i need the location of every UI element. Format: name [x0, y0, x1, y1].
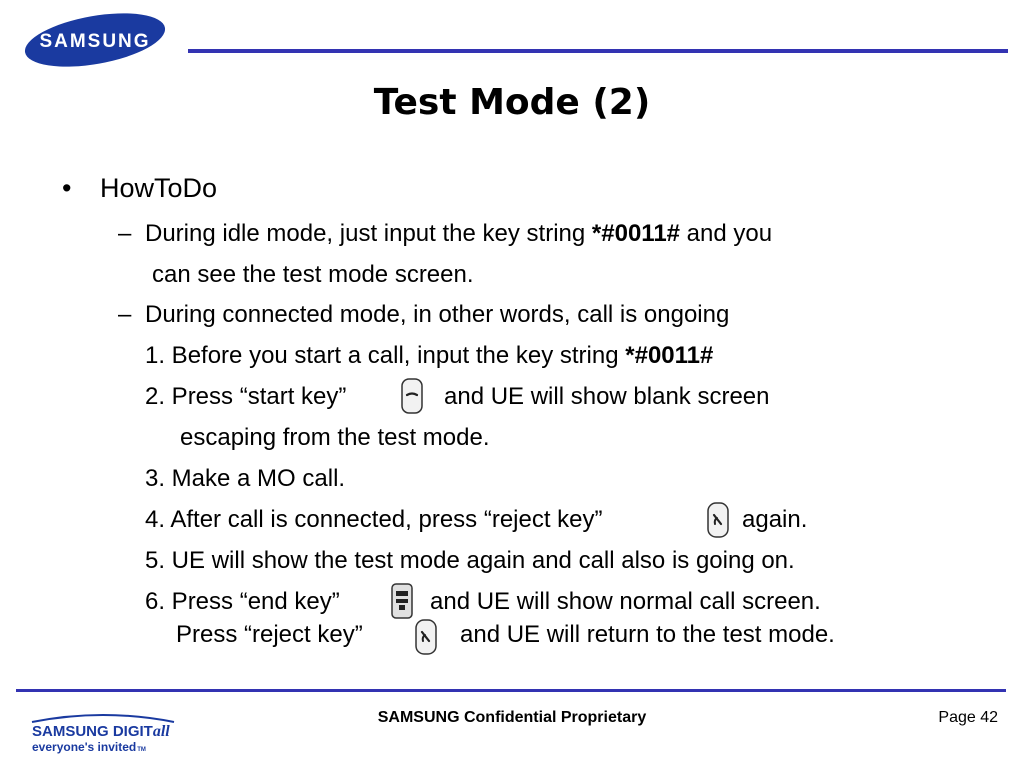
slide-title: Test Mode (2)	[373, 82, 651, 123]
step-6-text-d: and UE will return to the test mode.	[460, 621, 835, 648]
start-key-icon	[400, 378, 424, 414]
step-4-text-b: again.	[742, 506, 808, 533]
idle-key-code: *#0011#	[591, 220, 681, 247]
header-rule	[188, 49, 1008, 53]
samsung-logo-text: SAMSUNG	[39, 31, 151, 52]
step-6-text-a: 6. Press “end key”	[145, 588, 340, 615]
step-6-text-c: Press “reject key”	[176, 621, 363, 648]
dash-marker: –	[118, 301, 132, 328]
idle-text-b: and you	[680, 220, 773, 247]
footer-confidential: SAMSUNG Confidential Proprietary	[377, 709, 647, 726]
reject-key-icon	[706, 502, 730, 538]
heading-howtodo: HowToDo	[100, 173, 218, 203]
dash-marker: –	[118, 220, 132, 247]
step-2-text-a: 2. Press “start key”	[145, 383, 347, 410]
bullet-marker: •	[62, 173, 72, 203]
step-2-text-b: and UE will show blank screen	[444, 383, 770, 410]
step-3: 3. Make a MO call.	[145, 465, 346, 492]
samsung-logo	[22, 12, 168, 68]
idle-mode-line-2: can see the test mode screen.	[152, 261, 474, 288]
step-6-text-b: and UE will show normal call screen.	[430, 588, 821, 615]
reject-key-icon	[414, 619, 438, 655]
end-key-icon	[390, 583, 414, 619]
digitall-logo-line1: SAMSUNG DIGITall	[32, 723, 170, 740]
step-1-text: 1. Before you start a call, input the key string	[145, 342, 626, 369]
step-1	[145, 341, 713, 371]
digitall-logo-line2: everyone's invitedTM	[32, 740, 146, 754]
page-number: Page 42	[938, 709, 998, 726]
step-1-key-code: *#0011#	[625, 342, 714, 369]
step-4-text-a: 4. After call is connected, press “reject key”	[145, 506, 603, 533]
idle-text-a: During idle mode, just input the key string	[145, 220, 592, 247]
footer-rule	[16, 689, 1006, 692]
idle-mode-line	[145, 219, 772, 249]
step-2-text-c: escaping from the test mode.	[180, 424, 490, 451]
connected-mode-line: During connected mode, in other words, call is ongoing	[145, 301, 730, 328]
step-5: 5. UE will show the test mode again and call also is going on.	[145, 547, 795, 574]
